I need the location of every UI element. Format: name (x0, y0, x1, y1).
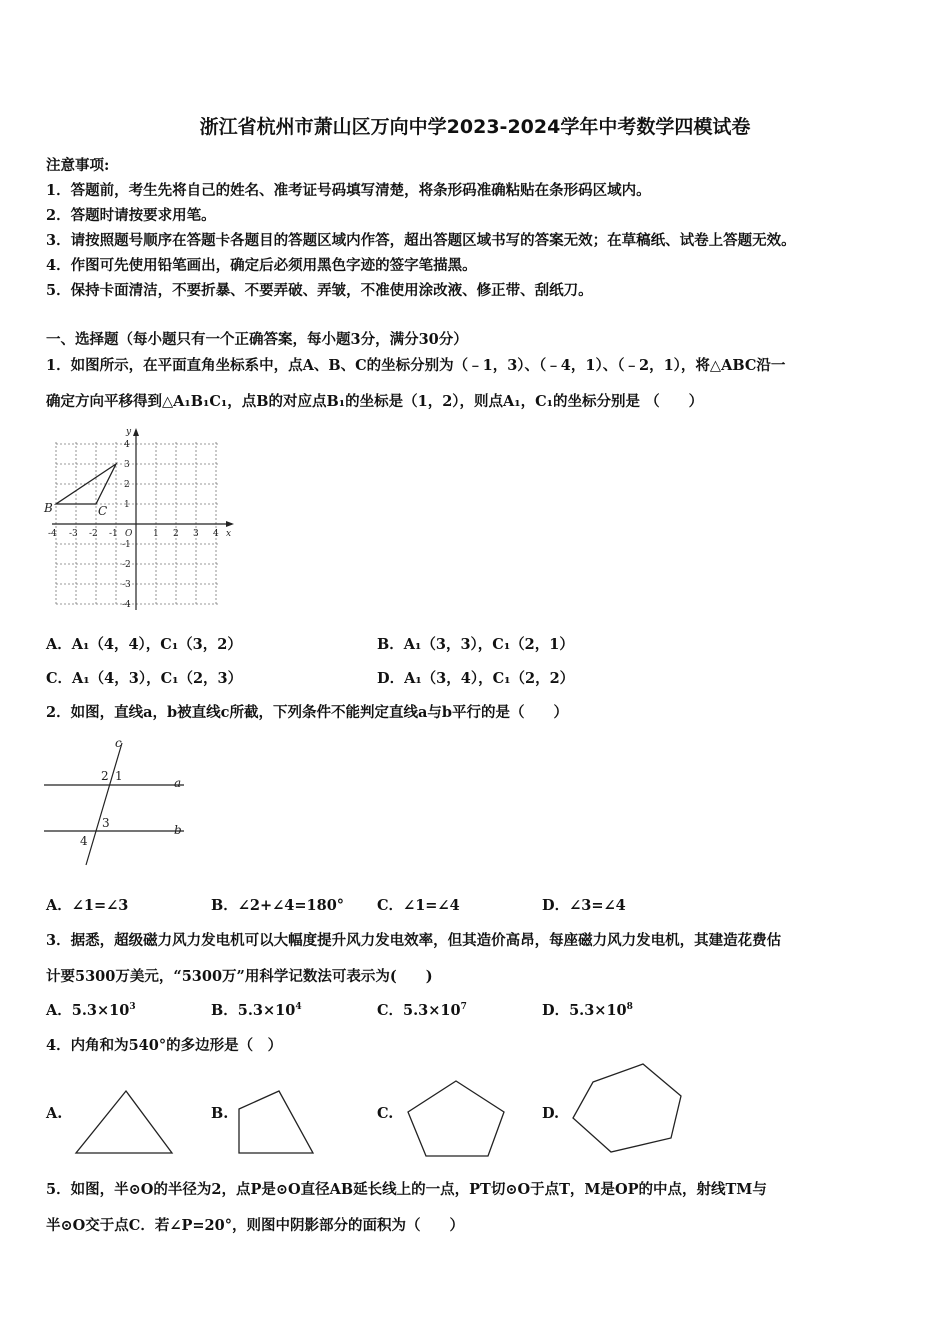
x-tick-label: 4 (213, 529, 219, 539)
q3-option-c-label: C．5.3×10 (377, 1002, 461, 1019)
q3-option-d[interactable] (542, 999, 633, 1020)
angle-3-label: 3 (102, 816, 110, 830)
q3-option-a-label: A．5.3×10 (46, 1002, 130, 1019)
x-tick-label: 2 (173, 529, 179, 539)
y-tick-label: -1 (122, 540, 131, 550)
line-b-label: b (174, 823, 182, 837)
y-tick-label: 2 (124, 480, 130, 490)
notice-item: 5．保持卡面清洁，不要折暴、不要弄破、弄皱，不准使用涂改液、修正带、刮纸刀。 (46, 282, 593, 299)
notice-item: 3．请按照题号顺序在答题卡各题目的答题区域内作答，超出答题区域书写的答案无效；在草稿纸、试卷上答题无效。 (46, 232, 796, 249)
q2-option-a[interactable]: A．∠1=∠3 (46, 897, 129, 914)
q3-option-a-exponent: 3 (129, 1002, 136, 1013)
question-2-text: 2．如图，直线a，b被直线c所截，下列条件不能判定直线a与b平行的是（ ） (46, 704, 568, 721)
y-tick-label: 4 (124, 440, 130, 450)
q4-option-c[interactable]: C. (377, 1105, 394, 1122)
triangle-figure (70, 1085, 180, 1160)
notice-item: 1．答题前，考生先将自己的姓名、准考证号码填写清楚，将条形码准确粘贴在条形码区域内。 (46, 182, 651, 199)
question-1-line-2: 确定方向平移得到△A₁B₁C₁，点B的对应点B₁的坐标是（1，2），则点A₁，C₁的坐标分别是 （ ） (46, 393, 704, 410)
angle-1-label: 1 (115, 769, 123, 783)
question-4-text: 4．内角和为540°的多边形是（ ） (46, 1037, 283, 1054)
q1-option-d[interactable]: D．A₁（3，4），C₁（2，2） (377, 670, 575, 687)
angle-2-label: 2 (101, 769, 109, 783)
question-3-line-1: 3．据悉，超级磁力风力发电机可以大幅度提升风力发电效率，但其造价高昂，每座磁力风力发电机，其建造花费估 (46, 932, 782, 949)
question-3-line-2: 计要5300万美元，“5300万”用科学记数法可表示为( ) (46, 968, 433, 985)
x-tick-label: -4 (48, 529, 57, 539)
y-tick-label: 1 (124, 500, 130, 510)
point-c-label: C (98, 504, 108, 518)
line-a-label: a (174, 776, 182, 790)
parallel-lines-figure (40, 733, 190, 873)
q2-option-d[interactable]: D．∠3=∠4 (542, 897, 626, 914)
q2-option-b[interactable]: B．∠2+∠4=180° (211, 897, 345, 914)
notice-item: 2．答题时请按要求用笔。 (46, 207, 216, 224)
q2-option-c[interactable]: C．∠1=∠4 (377, 897, 460, 914)
pentagon-figure (400, 1076, 515, 1161)
q1-option-c[interactable]: C．A₁（4，3），C₁（2，3） (46, 670, 243, 687)
q4-option-d[interactable]: D. (542, 1105, 560, 1122)
y-tick-label: 3 (124, 460, 130, 470)
x-tick-label: -2 (89, 529, 98, 539)
page-title: 浙江省杭州市萧山区万向中学2023-2024学年中考数学四模试卷 (199, 116, 751, 138)
x-axis-label: x (226, 529, 232, 539)
question-5-line-2: 半⊙O交于点C．若∠P=20°，则图中阴影部分的面积为（ ） (46, 1217, 464, 1234)
notice-item: 4．作图可先使用铅笔画出，确定后必须用黑色字迹的签字笔描黑。 (46, 257, 477, 274)
question-5-line-1: 5．如图，半⊙O的半径为2，点P是⊙O直径AB延长线上的一点，PT切⊙O于点T，M是OP的中点，射线TM与 (46, 1181, 767, 1198)
section-heading: 一、选择题（每小题只有一个正确答案，每小题3分，满分30分） (46, 331, 468, 348)
y-tick-label: -4 (122, 600, 131, 610)
q3-option-b-label: B．5.3×10 (211, 1002, 296, 1019)
x-tick-label: -1 (109, 529, 118, 539)
notice-heading: 注意事项: (46, 157, 110, 174)
q3-option-c[interactable] (377, 999, 467, 1020)
q3-option-d-exponent: 8 (626, 1002, 633, 1013)
q3-option-b-exponent: 4 (295, 1002, 302, 1013)
y-axis-label: y (126, 427, 132, 437)
q4-option-a[interactable]: A. (46, 1105, 63, 1122)
question-1-line-1: 1．如图所示，在平面直角坐标系中，点A、B、C的坐标分别为（﹣1，3）、（﹣4，1）、（﹣2，1），将△ABC沿一 (46, 357, 786, 374)
q3-option-b[interactable] (211, 999, 302, 1020)
coordinate-grid-figure (40, 420, 240, 615)
x-tick-label: 3 (193, 529, 199, 539)
q1-option-a[interactable]: A．A₁（4，4），C₁（3，2） (46, 636, 242, 653)
origin-label: O (125, 529, 133, 539)
angle-4-label: 4 (80, 834, 88, 848)
point-b-label: B (44, 501, 53, 515)
q1-option-b[interactable]: B．A₁（3，3），C₁（2，1） (377, 636, 574, 653)
y-tick-label: -3 (122, 580, 131, 590)
q3-option-c-exponent: 7 (460, 1002, 467, 1013)
q4-option-b[interactable]: B. (211, 1105, 229, 1122)
q3-option-a[interactable] (46, 999, 136, 1020)
hexagon-figure (567, 1060, 692, 1160)
q3-option-d-label: D．5.3×10 (542, 1002, 627, 1019)
y-tick-label: -2 (122, 560, 131, 570)
x-tick-label: 1 (153, 529, 159, 539)
line-c-label: c (115, 736, 122, 750)
quadrilateral-figure (233, 1085, 323, 1160)
x-tick-label: -3 (69, 529, 78, 539)
